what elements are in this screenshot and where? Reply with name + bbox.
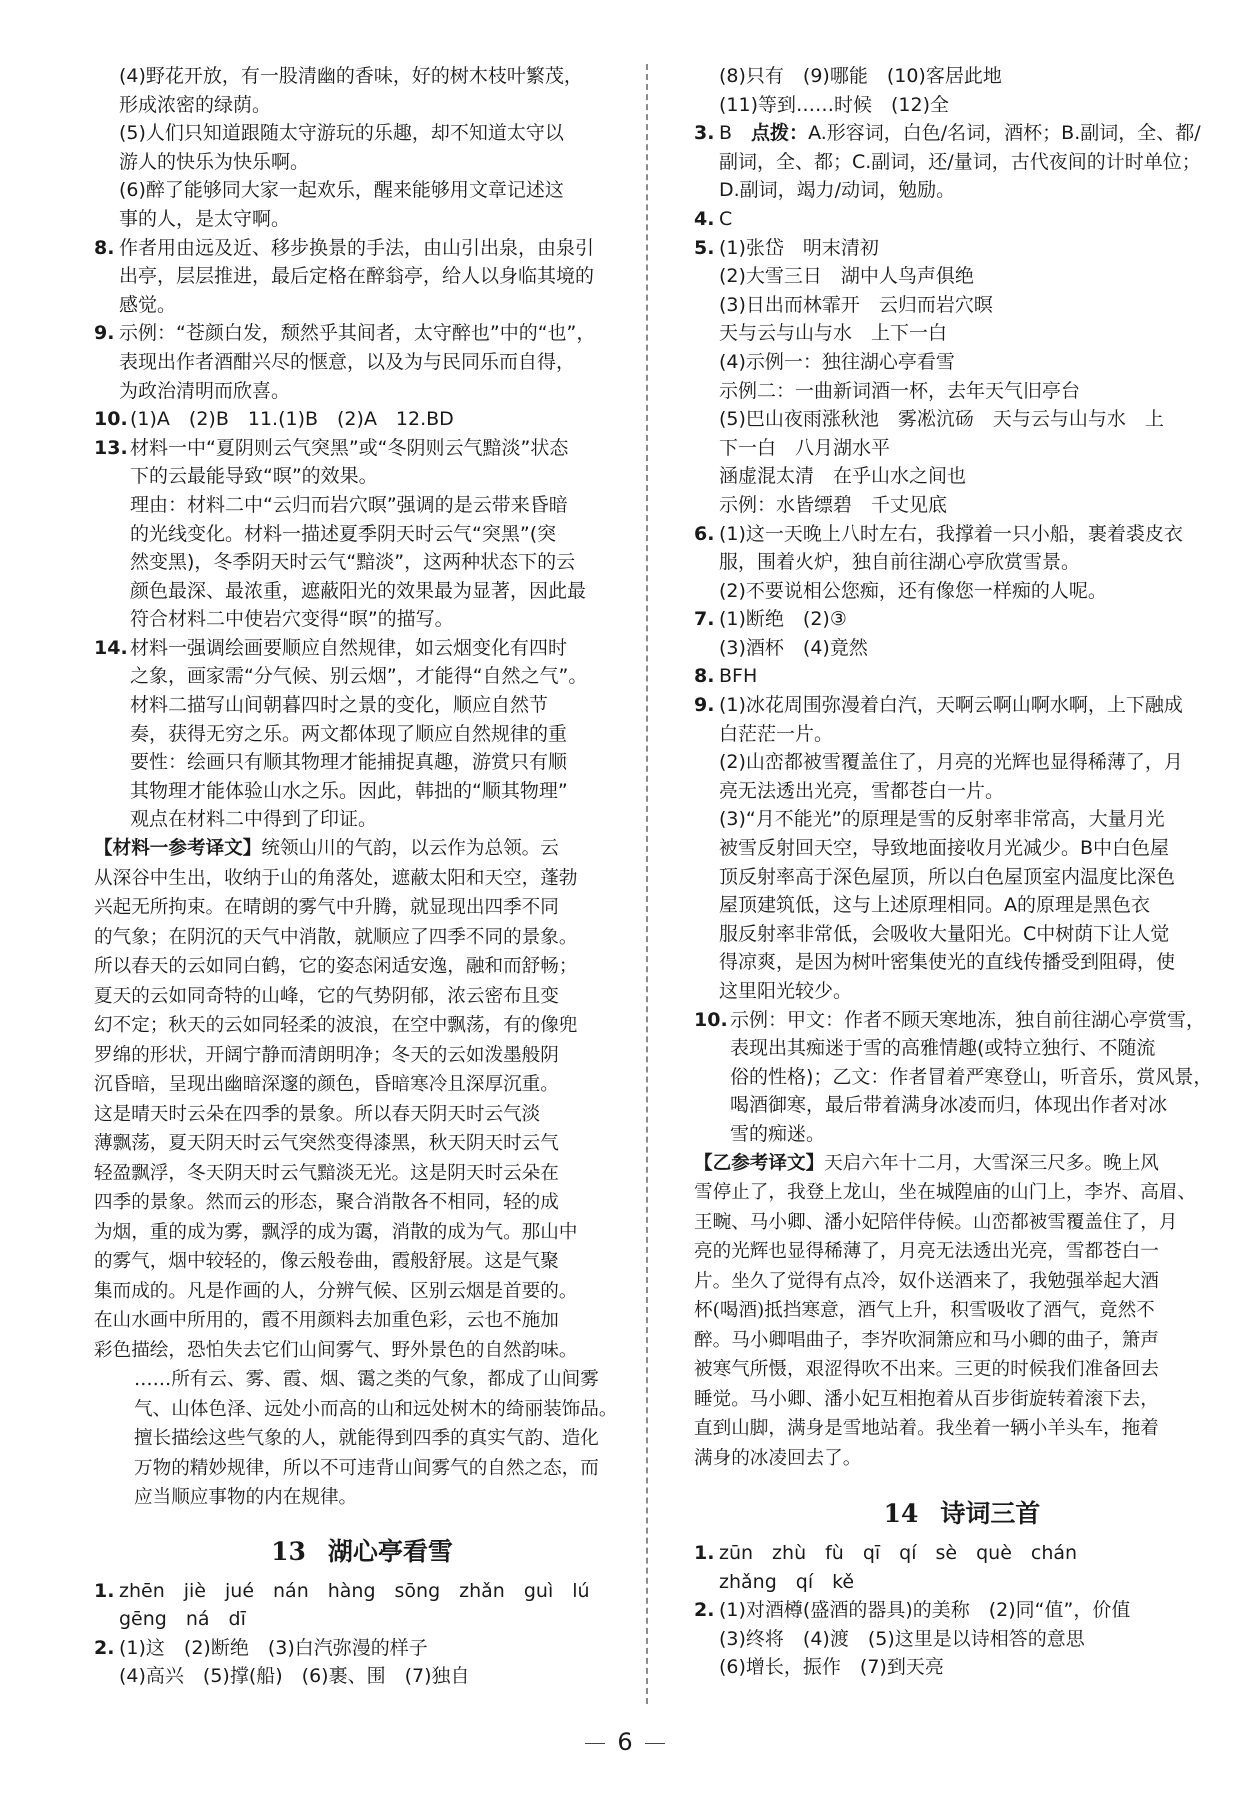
text-line: (4)示例一：独往湖心亭看雪 — [719, 350, 955, 373]
text-line: 示例：甲文：作者不顾天寒地冻，独自前往湖心亭赏雪， — [730, 1008, 1206, 1031]
text-line: 示例：水皆缥碧 千丈见底 — [719, 493, 948, 516]
text-line: (4)高兴 (5)撑(船) (6)裹、围 (7)独自 — [119, 1665, 470, 1688]
text-line: 服反射率非常低，会吸收大量阳光。C中树荫下让人觉 — [719, 922, 1170, 945]
page-number-dash-right — [645, 1743, 665, 1744]
page-number-dash-left — [585, 1743, 605, 1744]
text-line: 万物的精妙规律，所以不可违背山间雾气的自然之态，而 — [134, 1457, 599, 1479]
text-line: 材料一中“夏阴则云气突黑”或“冬阴则云气黯淡”状态 — [130, 436, 569, 459]
text-line: zhǎng qí kě — [719, 1570, 855, 1593]
text-line: 白茫茫一片。 — [719, 722, 834, 745]
answer-10: 10. 示例：甲文：作者不顾天寒地冻，独自前往湖心亭赏雪， 表现出其痴迷于雪的高雅情趣(或特立独行、不随流 俗的性格)；乙文：作者冒着严寒登山，听音乐，赏风景， 喝酒御寒，最后带着满身冰凌而归，体现出作者对冰 雪的痴迷。 — [694, 1006, 1230, 1149]
text-line: 的光线变化。材料一描述夏季阴天时云气“突黑”(突 — [130, 522, 557, 545]
text-line: 屋顶建筑低，这与上述原理相同。A的原理是黑色衣 — [719, 894, 1150, 917]
text-line: 片。坐久了觉得有点冷，奴仆送酒来了，我勉强举起大酒 — [694, 1270, 1159, 1292]
text-line: 醉。马小卿唱曲子，李岕吹洞箫应和马小卿的曲子，箫声 — [694, 1329, 1159, 1351]
text-line: 所以春天的云如同白鹤，它的姿态闲适安逸，融和而舒畅； — [94, 956, 578, 978]
text-line: (5)巴山夜雨涨秋池 雾凇沆砀 天与云与山与水 上 — [719, 408, 1164, 431]
text-line: 其物理才能体验山水之乐。因此，韩拙的“顺其物理” — [130, 779, 568, 802]
text-line: (5)人们只知道跟随太守游玩的乐趣，却不知道太守以 — [119, 122, 564, 145]
text-line: 集而成的。凡是作画的人，分辨气候、区别云烟是首要的。 — [94, 1280, 578, 1302]
text-line: (1)断绝 (2)③ — [719, 608, 847, 631]
answer-9: 9. (1)冰花周围弥漫着白汽，天啊云啊山啊水啊，上下融成 白茫茫一片。 (2)山峦都被雪覆盖住了，月亮的光辉也显得稀薄了，月 亮无法透出光亮，雪都苍白一片。 (3)“月不能光”的原理是雪的反射率非常高，大量月光 被雪反射回天空，导致地面接收月光减少。B中白色屋 顶反射率高于深色屋顶，所以白色屋顶室内温度比深色 屋顶建筑低，这与上述原理相同。A的原理是黑色衣 服反射率非常低，会吸收大量阳光。C中树荫下让人觉 得凉爽，是因为树叶密集使光的直线传播受到阻碍，使 这里阳光较少。 — [694, 691, 1230, 1006]
answer-9: 9. 示例：“苍颜白发，颓然乎其间者，太守醉也”中的“也”， 表现出作者酒酣兴尽的惬意，以及为与民同乐而自得， 为政治清明而欣喜。 — [94, 319, 630, 405]
text-line: 游人的快乐为快乐啊。 — [119, 150, 310, 173]
answer-8: 8. 作者用由远及近、移步换景的手法，由山引出泉，由泉引 出亭，层层推进，最后定格在醉翁亭，给人以身临其境的 感觉。 — [94, 234, 630, 320]
text-line: 这里阳光较少。 — [719, 980, 853, 1002]
text-line: 奏，获得无穷之乐。两文都体现了顺应自然规律的重 — [130, 722, 568, 745]
text-line: 作者用由远及近、移步换景的手法，由山引出泉，由泉引 — [119, 236, 595, 259]
text-line: (1)这 (2)断绝 (3)白汽弥漫的样子 — [119, 1636, 428, 1659]
q7-continuation — [94, 62, 630, 234]
text-line: (2)大雪三日 湖中人鸟声俱绝 — [719, 265, 974, 288]
text-line: 直到山脚，满身是雪地站着。我坐着一辆小羊头车，拖着 — [694, 1418, 1159, 1440]
text-line: 示例二：一曲新词酒一杯，去年天气旧亭台 — [719, 379, 1081, 402]
text-line: 然变黑)，冬季阴天时云气“黯淡”，这两种状态下的云 — [130, 551, 576, 574]
text-line: 顶反射率高于深色屋顶，所以白色屋顶室内温度比深色 — [719, 865, 1176, 888]
lesson13-answer-2: 2. (1)这 (2)断绝 (3)白汽弥漫的样子 (4)高兴 (5)撑(船) (6)裹、围 (7)独自 — [94, 1634, 630, 1691]
right-column — [694, 62, 1230, 1682]
text-line: (6)增长，振作 (7)到天亮 — [719, 1656, 944, 1679]
text-line: 材料一强调绘画要顺应自然规律，如云烟变化有四时 — [130, 636, 568, 659]
text-line: (11)等到……时候 (12)全 — [719, 93, 950, 116]
q2-continuation — [694, 62, 1230, 119]
answer-10-12: 10. (1)A (2)B 11.(1)B (2)A 12.BD — [94, 408, 454, 431]
column-divider — [646, 64, 648, 1704]
text-line: (3)“月不能光”的原理是雪的反射率非常高，大量月光 — [719, 808, 1165, 831]
answer-8: 8. BFH — [694, 665, 758, 688]
text-line: 杯(喝酒)抵挡寒意，酒气上升，积雪吸收了酒气，竟然不 — [694, 1300, 1155, 1322]
text-line: 观点在材料二中得到了印证。 — [130, 808, 378, 831]
answer-14: 14. 材料一强调绘画要顺应自然规律，如云烟变化有四时 之象，画家需“分气候、别云烟”，才能得“自然之气”。 材料二描写山间朝暮四时之景的变化，顺应自然节 奏，获得无穷之乐。两文都体现了顺应自然规律的重 要性：绘画只有顺其物理才能捕捉真趣，游赏只有顺 其物理才能体验山水之乐。因此，韩拙的“顺其物理” 观点在材料二中得到了印证。 — [94, 634, 630, 834]
answer-13: 13. 材料一中“夏阴则云气突黑”或“冬阴则云气黯淡”状态 下的云最能导致“暝”的效果。 理由：材料二中“云归而岩穴暝”强调的是云带来昏暗 的光线变化。材料一描述夏季阴天时云气“突黑”(突 然变黑)，冬季阴天时云气“黯淡”，这两种状态下的云 颜色最深、最浓重，遮蔽阳光的效果最为显著，因此最 符合材料二中使岩穴变得“暝”的描写。 — [94, 434, 630, 634]
text-line: 得凉爽，是因为树叶密集使光的直线传播受到阻碍，使 — [719, 951, 1176, 974]
text-line: 事的人，是太守啊。 — [119, 207, 291, 230]
text-line: (2)山峦都被雪覆盖住了，月亮的光辉也显得稀薄了，月 — [719, 751, 1183, 774]
text-line: 材料二描写山间朝暮四时之景的变化，顺应自然节 — [130, 694, 549, 717]
text-line: D.副词，竭力/动词，勉励。 — [719, 179, 956, 202]
text-line: 俗的性格)；乙文：作者冒着严寒登山，听音乐，赏风景， — [730, 1065, 1213, 1088]
text-line: 沉昏暗，呈现出幽暗深邃的颜色，昏暗寒冷且深厚沉重。 — [94, 1074, 559, 1096]
text-line: 出亭，层层推进，最后定格在醉翁亭，给人以身临其境的 — [119, 265, 595, 288]
text-line: (3)日出而林霏开 云归而岩穴暝 — [719, 293, 993, 316]
text-line: (3)酒杯 (4)竟然 — [719, 636, 868, 659]
text-line: (4)野花开放，有一股清幽的香味，好的树木枝叶繁茂， — [119, 65, 583, 87]
lesson14-answer-2: 2. (1)对酒樽(盛酒的器具)的美称 (2)同“值”，价值 (3)终将 (4)渡 (5)这里是以诗相答的意思 (6)增长，振作 (7)到天亮 — [694, 1596, 1230, 1682]
text-line: 下一白 八月湖水平 — [719, 436, 891, 459]
text-line: 表现出作者酒酣兴尽的惬意，以及为与民同乐而自得， — [119, 350, 576, 373]
text-line: 幻不定；秋天的云如同轻柔的波浪，在空中飘荡，有的像兜 — [94, 1015, 578, 1037]
text-line: (1)对酒樽(盛酒的器具)的美称 (2)同“值”，价值 — [719, 1599, 1131, 1622]
answer-5: 5. (1)张岱 明末清初 (2)大雪三日 湖中人鸟声俱绝 (3)日出而林霏开 云归而岩穴暝 天与云与山与水 上下一白 (4)示例一：独往湖心亭看雪 示例二：一曲新词酒一杯，去年天气旧亭台 (5)巴山夜雨涨秋池 雾凇沆砀 天与云与山与水 上 下一白 八月湖水平 涵虚混太清 在乎山水之间也 示例：水皆缥碧 千丈见底 — [694, 234, 1230, 520]
text-line: zhēn jiè jué nán hàng sōng zhǎn guì lú — [119, 1579, 590, 1602]
lesson-13-title: 13 湖心亭看雪 — [271, 1536, 453, 1566]
translation-label: 【乙参考译文】 — [694, 1152, 825, 1174]
text-line: 应当顺应事物的内在规律。 — [134, 1487, 358, 1509]
text-line: 兴起无所拘束。在晴朗的雾气中升腾，就显现出四季不同 — [94, 897, 559, 919]
answer-7: 7. (1)断绝 (2)③ (3)酒杯 (4)竟然 — [694, 605, 1230, 662]
text-line: 满身的冰凌回去了。 — [694, 1447, 862, 1469]
left-column — [94, 62, 630, 1691]
text-line: (3)终将 (4)渡 (5)这里是以诗相答的意思 — [719, 1627, 1085, 1650]
text-line: 从深谷中生出，收纳于山的角落处，遮蔽太阳和天空，蓬勃 — [94, 867, 578, 889]
text-line: 夏天的云如同奇特的山峰，它的气势阴郁，浓云密布且变 — [94, 985, 559, 1007]
text-line: 涵虚混太清 在乎山水之间也 — [719, 465, 967, 488]
answer-4: 4. C — [694, 207, 733, 230]
text-line: gēng ná dī — [119, 1608, 246, 1631]
text-line: 的雾气，烟中较轻的，像云般卷曲，霞般舒展。这是气聚 — [94, 1251, 559, 1273]
translation-material-one: 【材料一参考译文】统领山川的气韵，以云作为总领。云 从深谷中生出，收纳于山的角落处，遮蔽太阳和天空，蓬勃 兴起无所拘束。在晴朗的雾气中升腾，就显现出四季不同 的气象；在阴沉的天气中消散，就顺应了四季不同的景象。 所以春天的云如同白鹤，它的姿态闲适安逸，融和而舒畅； 夏天的云如同奇特的山峰，它的气势阴郁，浓云密布且变 幻不定；秋天的云如同轻柔的波浪，在空中飘荡，有的像兜 罗绵的形状，开阔宁静而清朗明净；冬天的云如泼墨般阴 沉昏暗，呈现出幽暗深邃的颜色，昏暗寒冷且深厚沉重。 这是晴天时云朵在四季的景象。所以春天阴天时云气淡 薄飘荡，夏天阴天时云气突然变得漆黑，秋天阴天时云气 轻盈飘浮，冬天阴天时云气黯淡无光。这是阴天时云朵在 四季的景象。然而云的形态，聚合消散各不相同，轻的成 为烟，重的成为雾，飘浮的成为霭，消散的成为气。那山中 的雾气，烟中较轻的，像云般卷曲，霞般舒展。这是气聚 集而成的。凡是作画的人，分辨气候、区别云烟是首要的。 在山水画中所用的，霞不用颜料去加重色彩，云也不施加 彩色描绘，恐怕失去它们山间雾气、野外景色的自然韵味。 ……所有云、雾、霞、烟、霭之类的气象，都成了山间雾 气、山体色泽、远处小而高的山和远处树木的绮丽装饰品。 擅长描绘这些气象的人，就能得到四季的真实气韵、造化 万物的精妙规律，所以不可违背山间雾气的自然之态，而 应当顺应事物的内在规律。 — [94, 834, 630, 1513]
text-line: 下的云最能导致“暝”的效果。 — [130, 465, 378, 488]
text-line: 这是晴天时云朵在四季的景象。所以春天阴天时云气淡 — [94, 1103, 541, 1125]
text-line: 雪的痴迷。 — [730, 1122, 826, 1145]
text-line: (2)不要说相公您痴，还有像您一样痴的人呢。 — [719, 579, 1107, 602]
text-line: 副词，全、都；C.副词，还/量词，古代夜间的计时单位； — [719, 150, 1201, 173]
text-line: 符合材料二中使岩穴变得“暝”的描写。 — [130, 608, 454, 631]
translation-label: 【材料一参考译文】 — [94, 838, 262, 860]
text-line: (8)只有 (9)哪能 (10)客居此地 — [719, 65, 1002, 87]
translation-passage-b: 【乙参考译文】天启六年十二月，大雪深三尺多。晚上风 雪停止了，我登上龙山，坐在城隍庙的山门上，李岕、高眉、 王畹、马小卿、潘小妃陪伴侍候。山峦都被雪覆盖住了，月 亮的光辉也显得稀薄了，月亮无法透出光亮，雪都苍白一 片。坐久了觉得有点冷，奴仆送酒来了，我勉强举起大酒 杯(喝酒)抵挡寒意，酒气上升，积雪吸收了酒气，竟然不 醉。马小卿唱曲子，李岕吹洞箫应和马小卿的曲子，箫声 被寒气所慑，艰涩得吹不出来。三更的时候我们准备回去 睡觉。马小卿、潘小妃互相抱着从百步街旋转着滚下去， 直到山脚，满身是雪地站着。我坐着一辆小羊头车，拖着 满身的冰凌回去了。 — [694, 1149, 1230, 1474]
text-line: 服，围着火炉，独自前往湖心亭欣赏雪景。 — [719, 551, 1081, 574]
text-line: 理由：材料二中“云归而岩穴暝”强调的是云带来昏暗 — [130, 493, 568, 516]
text-line: 形成浓密的绿荫。 — [119, 93, 272, 116]
text-line: 轻盈飘浮，冬天阴天时云气黯淡无光。这是阴天时云朵在 — [94, 1162, 559, 1184]
text-line: 薄飘荡，夏天阴天时云气突然变得漆黑，秋天阴天时云气 — [94, 1133, 559, 1155]
lesson13-answer-1: 1. zhēn jiè jué nán hàng sōng zhǎn guì lú gēng ná dī — [94, 1577, 630, 1634]
text-line: 擅长描绘这些气象的人，就能得到四季的真实气韵、造化 — [134, 1428, 599, 1450]
text-line: 罗绵的形状，开阔宁静而清朗明净；冬天的云如泼墨般阴 — [94, 1044, 559, 1066]
text-line: 气、山体色泽、远处小而高的山和远处树木的绮丽装饰品。 — [134, 1398, 618, 1420]
text-line: 感觉。 — [119, 293, 177, 316]
text-line: (1)这一天晚上八时左右，我撑着一只小船，裹着裘皮衣 — [719, 522, 1183, 545]
text-line: 亮无法透出光亮，雪都苍白一片。 — [719, 779, 1005, 802]
text-line: 表现出其痴迷于雪的高雅情趣(或特立独行、不随流 — [730, 1037, 1156, 1060]
text-line: 颜色最深、最浓重，遮蔽阳光的效果最为显著，因此最 — [130, 579, 587, 602]
text-line: (6)醉了能够同大家一起欢乐，醒来能够用文章记述这 — [119, 179, 564, 202]
text-line: 喝酒御寒，最后带着满身冰凌而归，体现出作者对冰 — [730, 1094, 1168, 1117]
text-line: 在山水画中所用的，霞不用颜料去加重色彩，云也不施加 — [94, 1310, 559, 1332]
text-line: 被雪反射回天空，导致地面接收月光减少。B中白色屋 — [719, 837, 1170, 860]
text-line: 天与云与山与水 上下一白 — [719, 322, 948, 345]
text-line: 雪停止了，我登上龙山，坐在城隍庙的山门上，李岕、高眉、 — [694, 1182, 1197, 1204]
text-line: 被寒气所慑，艰涩得吹不出来。三更的时候我们准备回去 — [694, 1359, 1159, 1381]
text-line: 彩色描绘，恐怕失去它们山间雾气、野外景色的自然韵味。 — [94, 1339, 578, 1361]
text-line: 要性：绘画只有顺其物理才能捕捉真趣，游赏只有顺 — [130, 751, 568, 774]
text-line: (1)冰花周围弥漫着白汽，天啊云啊山啊水啊，上下融成 — [719, 694, 1183, 717]
page-number: 6 — [0, 1728, 1250, 1756]
text-line: 示例：“苍颜白发，颓然乎其间者，太守醉也”中的“也”， — [119, 322, 596, 345]
text-line: 亮的光辉也显得稀薄了，月亮无法透出光亮，雪都苍白一 — [694, 1241, 1159, 1263]
answer-6: 6. (1)这一天晚上八时左右，我撑着一只小船，裹着裘皮衣 服，围着火炉，独自前往湖心亭欣赏雪景。 (2)不要说相公您痴，还有像您一样痴的人呢。 — [694, 520, 1230, 606]
text-line: 王畹、马小卿、潘小妃陪伴侍候。山峦都被雪覆盖住了，月 — [694, 1211, 1178, 1233]
text-line: 为政治清明而欣喜。 — [119, 379, 291, 402]
text-line: (1)张岱 明末清初 — [719, 236, 879, 259]
text-line: zūn zhù fù qī qí sè què chán — [719, 1542, 1078, 1565]
text-line: 四季的景象。然而云的形态，聚合消散各不相同，轻的成 — [94, 1192, 559, 1214]
text-line: ……所有云、雾、霞、烟、霭之类的气象，都成了山间雾 — [134, 1369, 599, 1391]
text-line: 的气象；在阴沉的天气中消散，就顺应了四季不同的景象。 — [94, 926, 578, 948]
lesson14-answer-1: 1. zūn zhù fù qī qí sè què chán zhǎng qí kě — [694, 1539, 1230, 1596]
text-line: 睡觉。马小卿、潘小妃互相抱着从百步街旋转着滚下去， — [694, 1388, 1159, 1410]
answer-3: 3. B 点拨：A.形容词，白色/名词，酒杯；B.副词，全、都/ 副词，全、都；C.副词，还/量词，古代夜间的计时单位； D.副词，竭力/动词，勉励。 — [694, 119, 1230, 205]
text-line: 为烟，重的成为雾，飘浮的成为霭，消散的成为气。那山中 — [94, 1221, 578, 1243]
lesson-14-title: 14 诗词三首 — [883, 1499, 1041, 1529]
text-line: 之象，画家需“分气候、别云烟”，才能得“自然之气”。 — [130, 665, 588, 688]
